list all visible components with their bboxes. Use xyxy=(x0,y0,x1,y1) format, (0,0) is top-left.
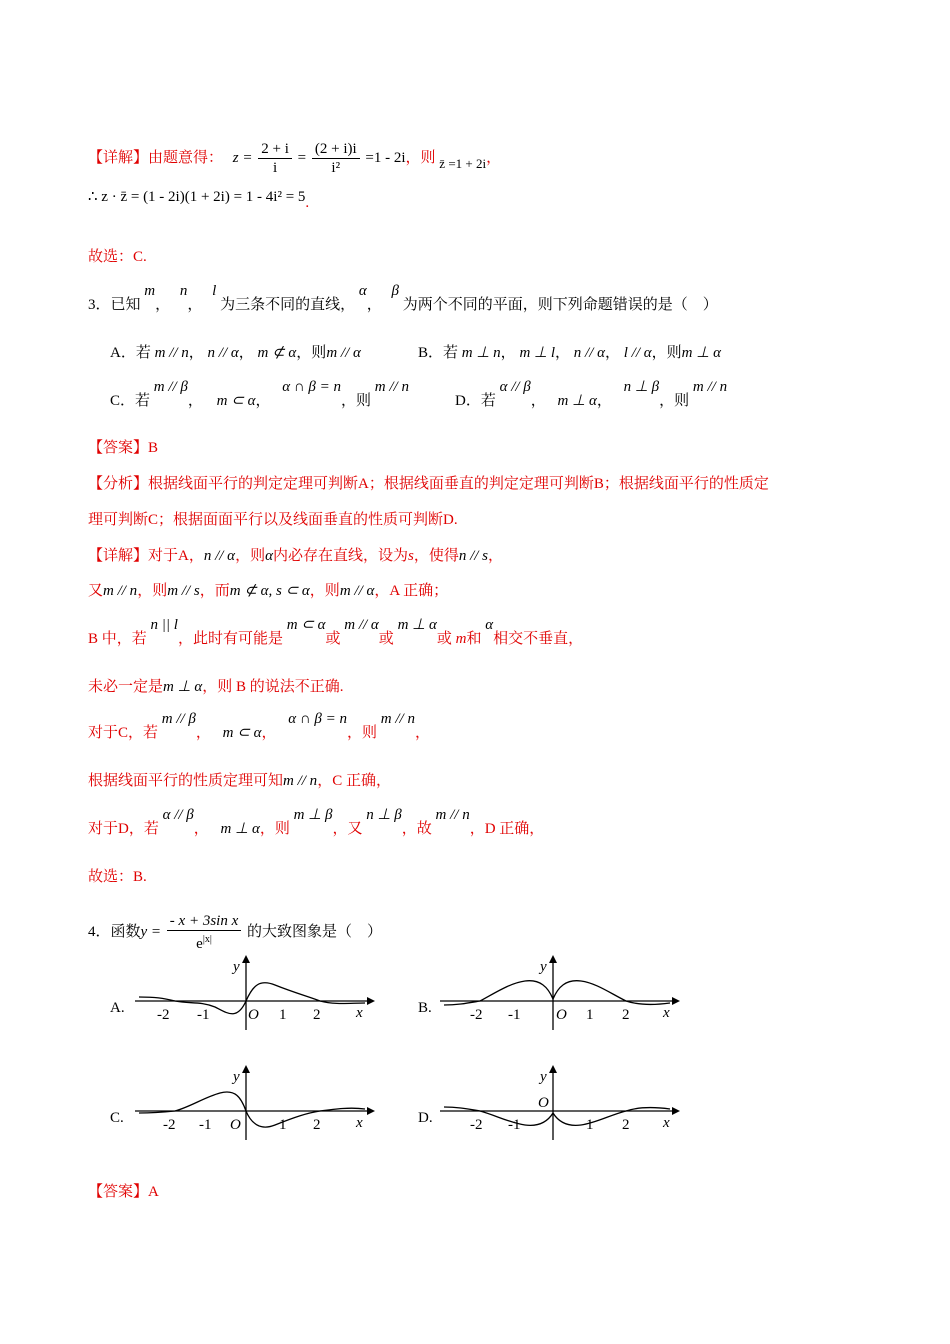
x-axis-label: x xyxy=(663,1005,670,1021)
tick-label: -2 xyxy=(470,1117,483,1133)
tick-label: -2 xyxy=(470,1007,483,1023)
graph-b-label: B. xyxy=(418,1000,432,1016)
x-axis-arrow xyxy=(672,997,680,1005)
tick-label: 2 xyxy=(313,1117,321,1133)
tick-label: 1 xyxy=(586,1117,594,1133)
x-axis-arrow xyxy=(367,1107,375,1115)
tick-label: -2 xyxy=(157,1007,170,1023)
detail3-line2: 又m // n，则m // s，而m ⊄ α, s ⊂ α，则m // α，A 正确； xyxy=(88,583,449,599)
tick-label: -1 xyxy=(197,1007,210,1023)
detail3-line3: B 中，若 n || l，此时有可能是 m ⊂ α或 m // α或 m ⊥ α或 m和 α相交不垂直， xyxy=(88,617,584,647)
tick-label: 1 xyxy=(279,1117,287,1133)
detail3-line6: 根据线面平行的性质定理可知m // n，C 正确， xyxy=(88,773,391,789)
y-axis-arrow xyxy=(242,1065,250,1073)
fraction: $\frac{2 + i}{i}$ xyxy=(258,140,292,177)
detail1-line: 【详解】由题意得： z = $\frac{2 + i}{i}$ = $\frac{(2 + i)i}{\text{i²}}$ =1 - 2i，则 z̄ =1 + 2i， xyxy=(88,141,502,176)
y-axis-label: y xyxy=(540,1069,547,1085)
tick-label: -1 xyxy=(508,1007,521,1023)
detail3-line7: 对于D，若 α // β， m ⊥ α，则 m ⊥ β，又 n ⊥ β，故 m // n，D 正确， xyxy=(88,807,545,837)
x-axis-arrow xyxy=(367,997,375,1005)
graph-c-label: C. xyxy=(110,1110,124,1126)
y-axis-arrow xyxy=(242,955,250,963)
origin-label: O xyxy=(556,1007,567,1023)
graph-d-label: D. xyxy=(418,1110,433,1126)
analysis3-line2: 理可判断C；根据面面平行以及线面垂直的性质可判断D. xyxy=(88,512,458,528)
option-a: A．若 m // n， n // α， m ⊄ α，则m // α xyxy=(110,345,361,361)
graph-b xyxy=(440,955,680,1030)
y-axis-label: y xyxy=(233,959,240,975)
answer4: 【答案】A xyxy=(88,1184,159,1200)
tick-label: 1 xyxy=(586,1007,594,1023)
detail-tag: 【详解】 xyxy=(88,149,149,166)
analysis3-line1: 【分析】根据线面平行的判定定理可判断A；根据线面垂直的判定定理可判断B；根据线面平行的性质定 xyxy=(88,476,769,492)
x-axis-label: x xyxy=(663,1115,670,1131)
tick-label: -1 xyxy=(508,1117,521,1133)
detail3-line1: 【详解】对于A，n // α，则α内必存在直线，设为s，使得n // s， xyxy=(88,548,504,564)
tick-label: -2 xyxy=(163,1117,176,1133)
y-axis-arrow xyxy=(549,1065,557,1073)
fraction: $\frac{\text{- x + 3sin x}}{e^{|x|}}$ xyxy=(167,912,241,953)
choose1: 故选：C. xyxy=(88,249,147,265)
x-axis-label: x xyxy=(356,1005,363,1021)
graph-a-label: A. xyxy=(110,1000,125,1016)
tick-label: 1 xyxy=(279,1007,287,1023)
origin-label: O xyxy=(538,1095,549,1111)
question4: 4．函数y = $\frac{\text{- x + 3sin x}}{e^{|x|}}$ 的大致图象是（ ） xyxy=(88,913,382,952)
choose3: 故选：B. xyxy=(88,869,147,885)
origin-label: O xyxy=(230,1117,241,1133)
option-c: C．若 m // β， m ⊂ α， α ∩ β = n，则 m // n xyxy=(110,379,409,409)
option-d: D．若 α // β， m ⊥ α， n ⊥ β，则 m // n xyxy=(455,379,728,409)
detail3-line5: 对于C，若 m // β， m ⊂ α， α ∩ β = n，则 m // n， xyxy=(88,711,430,741)
question3: 3．已知 m， n， l 为三条不同的直线， α， β 为两个不同的平面，则下列命题错误的是（ ） xyxy=(88,283,718,313)
tick-label: 2 xyxy=(622,1117,630,1133)
y-axis-arrow xyxy=(549,955,557,963)
y-axis-label: y xyxy=(233,1069,240,1085)
detail3-line4: 未必一定是m ⊥ α，则 B 的说法不正确. xyxy=(88,679,344,695)
answer3: 【答案】B xyxy=(88,440,159,456)
x-axis-arrow xyxy=(672,1107,680,1115)
option-b: B．若 m ⊥ n， m ⊥ l， n // α， l // α，则m ⊥ α xyxy=(418,345,721,361)
y-axis-label: y xyxy=(540,959,547,975)
tick-label: 2 xyxy=(622,1007,630,1023)
graph-c xyxy=(135,1065,375,1140)
origin-label: O xyxy=(248,1007,259,1023)
detail1-line2: ∴ z · z̄ = (1 - 2i)(1 + 2i) = 1 - 4i² = 5. xyxy=(88,189,310,211)
graph-a xyxy=(135,955,375,1030)
fraction: $\frac{(2 + i)i}{\text{i²}}$ xyxy=(312,140,360,177)
tick-label: 2 xyxy=(313,1007,321,1023)
x-axis-label: x xyxy=(356,1115,363,1131)
graph-d xyxy=(440,1065,680,1140)
tick-label: -1 xyxy=(199,1117,212,1133)
